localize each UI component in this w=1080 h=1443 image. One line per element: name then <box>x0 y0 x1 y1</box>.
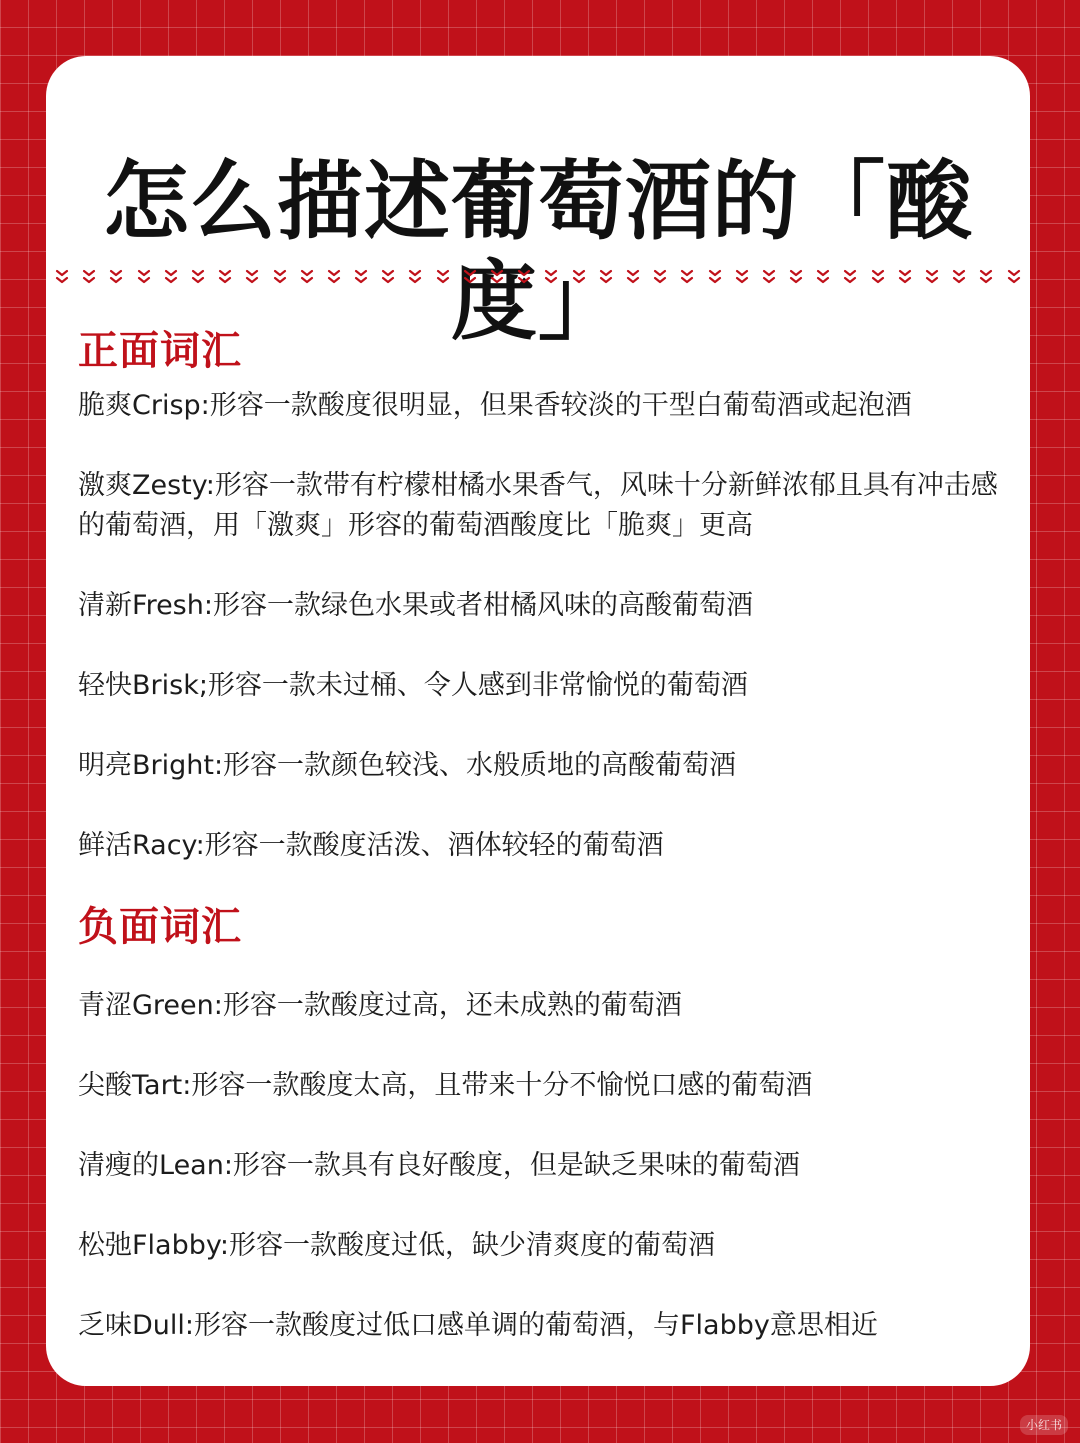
positive-item-bright: 明亮Bright:形容一款颜色较浅、水般质地的高酸葡萄酒 <box>78 750 737 781</box>
chevron-down-icon <box>108 268 124 288</box>
negative-item-tart: 尖酸Tart:形容一款酸度太高，且带来十分不愉悦口感的葡萄酒 <box>78 1070 813 1101</box>
chevron-down-icon <box>734 268 750 288</box>
chevron-down-icon <box>924 268 940 288</box>
chevron-down-icon <box>163 268 179 288</box>
chevron-down-icon <box>652 268 668 288</box>
chevron-down-icon <box>81 268 97 288</box>
chevron-down-icon <box>842 268 858 288</box>
chevron-down-icon <box>707 268 723 288</box>
positive-item-crisp: 脆爽Crisp:形容一款酸度很明显，但果香较淡的干型白葡萄酒或起泡酒 <box>78 390 912 421</box>
chevron-down-icon <box>435 268 451 288</box>
chevron-down-icon <box>625 268 641 288</box>
chevron-down-icon <box>136 268 152 288</box>
chevron-down-icon <box>407 268 423 288</box>
chevron-down-icon <box>353 268 369 288</box>
chevron-down-icon <box>543 268 559 288</box>
chevron-down-icon <box>299 268 315 288</box>
chevron-down-icon <box>951 268 967 288</box>
content-card <box>46 56 1030 1386</box>
chevron-down-icon <box>761 268 777 288</box>
negative-item-dull: 乏味Dull:形容一款酸度过低口感单调的葡萄酒，与Flabby意思相近 <box>78 1310 878 1341</box>
chevron-down-icon <box>190 268 206 288</box>
chevron-down-icon <box>897 268 913 288</box>
negative-heading: 负面词汇 <box>78 904 242 950</box>
chevron-down-icon <box>679 268 695 288</box>
negative-item-green: 青涩Green:形容一款酸度过高，还未成熟的葡萄酒 <box>78 990 682 1021</box>
decorative-divider <box>54 266 1022 290</box>
chevron-down-icon <box>598 268 614 288</box>
chevron-down-icon <box>462 268 478 288</box>
chevron-down-icon <box>326 268 342 288</box>
chevron-down-icon <box>978 268 994 288</box>
chevron-down-icon <box>54 268 70 288</box>
negative-item-flabby: 松弛Flabby:形容一款酸度过低，缺少清爽度的葡萄酒 <box>78 1230 715 1261</box>
chevron-down-icon <box>815 268 831 288</box>
chevron-down-icon <box>788 268 804 288</box>
chevron-down-icon <box>217 268 233 288</box>
positive-item-brisk: 轻快Brisk;形容一款未过桶、令人感到非常愉悦的葡萄酒 <box>78 670 748 701</box>
positive-heading: 正面词汇 <box>78 328 242 374</box>
chevron-down-icon <box>380 268 396 288</box>
watermark-logo: 小红书 <box>1020 1415 1068 1435</box>
chevron-down-icon <box>571 268 587 288</box>
chevron-down-icon <box>272 268 288 288</box>
chevron-down-icon <box>489 268 505 288</box>
chevron-down-icon <box>1006 268 1022 288</box>
positive-item-racy: 鲜活Racy:形容一款酸度活泼、酒体较轻的葡萄酒 <box>78 830 664 861</box>
negative-item-lean: 清瘦的Lean:形容一款具有良好酸度，但是缺乏果味的葡萄酒 <box>78 1150 800 1181</box>
chevron-down-icon <box>870 268 886 288</box>
page-title: 怎么描述葡萄酒的「酸度」 <box>103 152 973 352</box>
positive-item-zesty: 激爽Zesty:形容一款带有柠檬柑橘水果香气，风味十分新鲜浓郁且具有冲击感的葡萄酒，用「激爽」形容的葡萄酒酸度比「脆爽」更高 <box>78 470 998 541</box>
positive-item-fresh: 清新Fresh:形容一款绿色水果或者柑橘风味的高酸葡萄酒 <box>78 590 753 621</box>
chevron-down-icon <box>516 268 532 288</box>
chevron-down-icon <box>244 268 260 288</box>
